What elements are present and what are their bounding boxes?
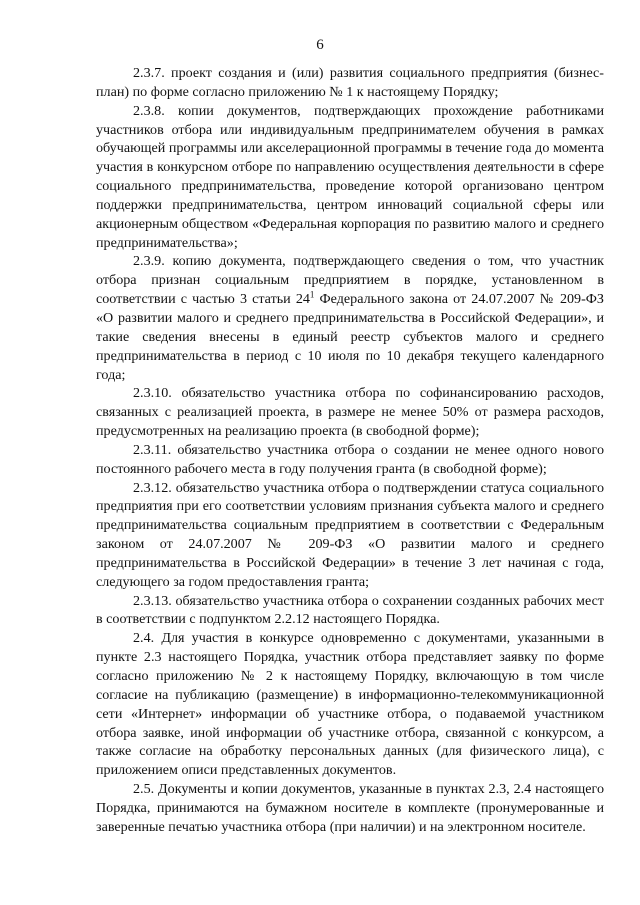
- paragraph-2-4: 2.4. Для участия в конкурсе одновременно с документами, указанными в пункте 2.3 настоящего Порядка, участник отбора представляет заявку по форме согласно приложению № 2 к настоящему Порядку, включающую в том числе согласие на публикацию (размещение) в информационно-телекоммуникационной сети «Интернет» информации об участнике отбора, о подаваемой участником отбора заявке, иной информации об участнике отбора, связанной с конкурсом, а также согласие на обработку персональных данных (для физического лица), с приложением описи представленных документов.: [96, 630, 604, 779]
- paragraph-2-3-9-text-b: Федерального закона от 24.07.2007 № 209-ФЗ «О развитии малого и среднего предпринимательства в Российской Федерации», и такие сведения внесены в единый реестр субъектов малого и среднего предпринимательства в период с 10 июля по 10 декабря текущего календарного года;: [96, 291, 604, 383]
- paragraph-2-3-9-text-a: 2.3.9. копию документа, подтверждающего сведения о том, что участник отбора признан социальным предприятием в порядке, установленном в соответствии с частью 3 статьи 24: [96, 253, 604, 308]
- paragraph-2-3-11: 2.3.11. обязательство участника отбора о создании не менее одного нового постоянного рабочего места в году получения гранта (в свободной форме);: [96, 441, 604, 477]
- paragraph-2-5: 2.5. Документы и копии документов, указанные в пунктах 2.3, 2.4 настоящего Порядка, принимаются на бумажном носителе в комплекте (пронумерованные и заверенные печатью участника отбора (при наличии) и на электронном носителе.: [96, 781, 604, 835]
- paragraph-2-3-10: 2.3.10. обязательство участника отбора по софинансированию расходов, связанных с реализацией проекта, в размере не менее 50% от размера расходов, предусмотренных на реализацию проекта (в свободной форме);: [96, 385, 604, 440]
- paragraph-2-3-13: 2.3.13. обязательство участника отбора о сохранении созданных рабочих мест в соответствии с подпунктом 2.2.12 настоящего Порядка.: [96, 592, 604, 628]
- document-body: [96, 64, 604, 837]
- paragraph-2-3-7: 2.3.7. проект создания и (или) развития социального предприятия (бизнес-план) по форме согласно приложению № 1 к настоящему Порядку;: [96, 65, 604, 100]
- page-number: 6: [316, 37, 324, 53]
- paragraph-2-3-8: 2.3.8. копии документов, подтверждающих прохождение работниками участников отбора или индивидуальным предпринимателем обучения в рамках обучающей программы или акселерационной программы в течение года до момента участия в конкурсном отборе по направлению осуществления деятельности в сфере социального предпринимательства, проведение которой организовано центром поддержки предпринимательства, центром инноваций социальной сферы или акционерным обществом «Федеральная корпорация по развитию малого и среднего предпринимательства»;: [96, 102, 604, 251]
- article-superscript: 1: [309, 289, 315, 300]
- paragraph-2-3-12: 2.3.12. обязательство участника отбора о подтверждении статуса социального предприятия при его соответствии условиям признания субъекта малого и среднего предпринимательства социальным предприятием в соответствии с Федеральным законом от 24.07.2007 № 209-ФЗ «О развитии малого и среднего предпринимательства в Российской Федерации» в течение 3 лет начиная с года, следующего за годом предоставления гранта;: [96, 479, 604, 590]
- paragraph-2-3-9: [96, 252, 604, 384]
